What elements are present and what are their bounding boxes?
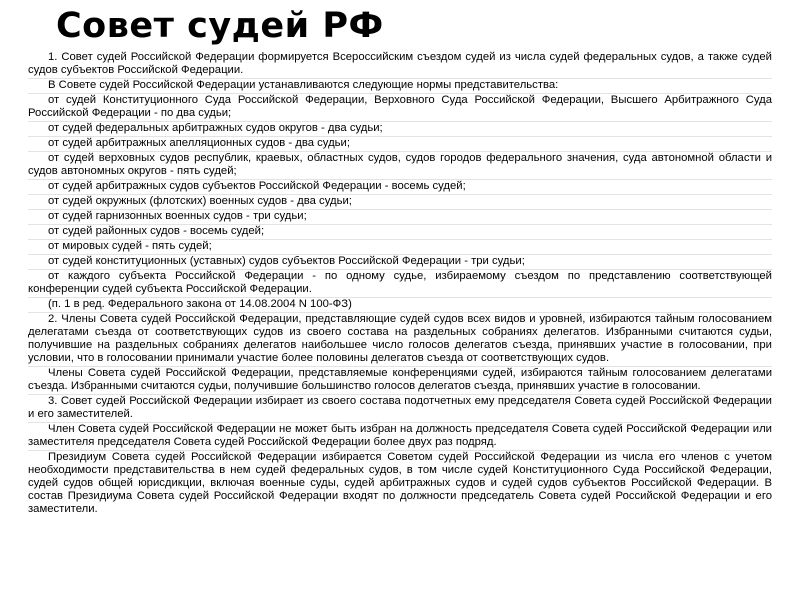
document-body	[28, 51, 772, 517]
paragraph-9: от судей гарнизонных военных судов - три судьи;	[28, 210, 772, 225]
paragraph-11: от мировых судей - пять судей;	[28, 240, 772, 255]
paragraph-17: 3. Совет судей Российской Федерации избирает из своего состава подотчетных ему председателя Совета судей Российской Федерации и его заместителей.	[28, 395, 772, 423]
paragraph-1: 1. Совет судей Российской Федерации формируется Всероссийским съездом судей из числа судей федеральных судов, а также судей судов субъектов Российской Федерации.	[28, 51, 772, 79]
paragraph-4: от судей федеральных арбитражных судов округов - два судьи;	[28, 122, 772, 137]
paragraph-6: от судей верховных судов республик, краевых, областных судов, судов городов федерального значения, суда автономной области и судов автономных округов - пять судей;	[28, 152, 772, 180]
paragraph-14: (п. 1 в ред. Федерального закона от 14.08.2004 N 100-ФЗ)	[28, 298, 772, 313]
paragraph-3: от судей Конституционного Суда Российской Федерации, Верховного Суда Российской Федерации, Высшего Арбитражного Суда Российской Федерации - по два судьи;	[28, 94, 772, 122]
paragraph-15: 2. Члены Совета судей Российской Федерации, представляющие судей судов всех видов и уровней, избираются тайным голосованием делегатами съезда от соответствующих судов из своего состава на раздельных собраниях делегатов. Избранными считаются судьи, получившие на раздельных собраниях делегатов наибольшее число голосов делегатов съезда, принявших участие в голосовании, при условии, что в голосовании принимали участие более половины делегатов съезда от соответствующих судов.	[28, 313, 772, 367]
paragraph-18: Член Совета судей Российской Федерации не может быть избран на должность председателя Совета судей Российской Федерации или заместителя председателя Совета судей Российской Федерации более двух раз подряд.	[28, 423, 772, 451]
paragraph-2: В Совете судей Российской Федерации устанавливаются следующие нормы представительства:	[28, 79, 772, 94]
paragraph-5: от судей арбитражных апелляционных судов - два судьи;	[28, 137, 772, 152]
paragraph-19: Президиум Совета судей Российской Федерации избирается Советом судей Российской Федерации из числа его членов с учетом необходимости представительства в нем судей федеральных судов, в том числе судей Конституционного Суда Российской Федерации, судей судов общей юрисдикции, включая военные суды, судей арбитражных судов и судей судов субъектов Российской Федерации. В состав Президиума Совета судей Российской Федерации входят по должности председатель Совета судей Российской Федерации и его заместители.	[28, 451, 772, 515]
paragraph-13: от каждого субъекта Российской Федерации - по одному судье, избираемому съездом по представлению соответствующей конференции судей субъекта Российской Федерации.	[28, 270, 772, 298]
paragraph-10: от судей районных судов - восемь судей;	[28, 225, 772, 240]
paragraph-8: от судей окружных (флотских) военных судов - два судьи;	[28, 195, 772, 210]
paragraph-12: от судей конституционных (уставных) судов субъектов Российской Федерации - три судьи;	[28, 255, 772, 270]
paragraph-16: Члены Совета судей Российской Федерации, представляемые конференциями судей, избираются тайным голосованием делегатами съезда. Избранными считаются судьи, получившие большинство голосов делегатов съезда, принявших участие в голосовании.	[28, 367, 772, 395]
page-title: Совет судей РФ	[56, 6, 384, 46]
paragraph-7: от судей арбитражных судов субъектов Российской Федерации - восемь судей;	[28, 180, 772, 195]
